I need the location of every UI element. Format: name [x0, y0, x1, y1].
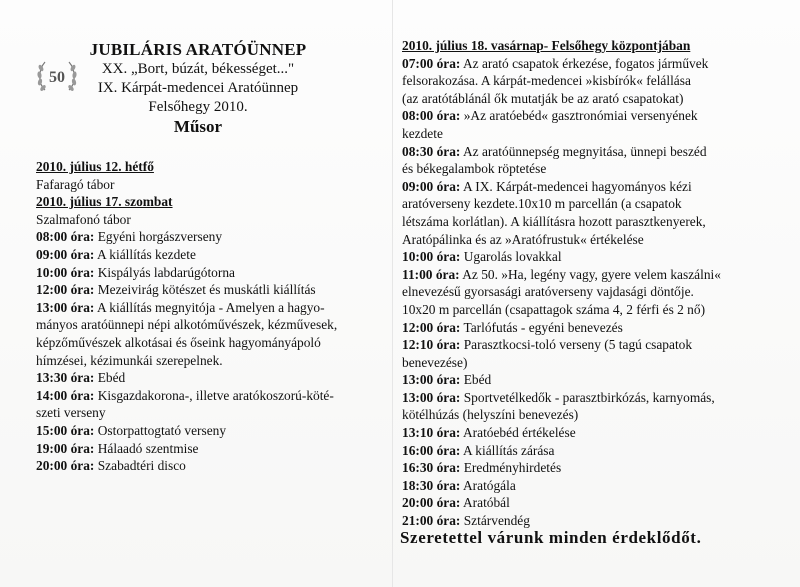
schedule-entry: [36, 281, 384, 299]
entry-text: Eredményhirdetés: [460, 460, 562, 476]
entry-text: Az arató csapatok érkezése, fogatos járművek: [460, 55, 709, 71]
schedule-entry: [36, 387, 384, 405]
entry-time: 09:00 óra:: [402, 178, 461, 194]
entry-text: Az aratóünnepség megnyitása, ünnepi beszéd: [460, 143, 707, 159]
document-header: [78, 40, 318, 137]
entry-time: 12:00 óra:: [36, 282, 95, 298]
entry-time: 10:00 óra:: [36, 264, 95, 280]
entry-time: 15:00 óra:: [36, 422, 95, 438]
entry-text: Ostorpattogtató verseny: [94, 422, 227, 438]
entry-continuation: 10x20 m parcellán (csapattagok száma 4, 2 férfi és 2 nő): [402, 301, 706, 317]
schedule-entry: [36, 228, 384, 246]
entry-time: 20:00 óra:: [402, 495, 461, 511]
schedule-entry: [402, 494, 792, 512]
schedule-entry: [36, 369, 384, 387]
entry-text: Szabadtéri disco: [94, 458, 186, 474]
closing-invitation: Szeretettel várunk minden érdeklődőt.: [400, 528, 702, 547]
entry-text: Kisgazdakorona-, illetve aratókoszorú-köté-: [94, 387, 334, 403]
entry-text: Hálaadó szentmise: [94, 440, 199, 456]
schedule-entry: [402, 442, 792, 460]
schedule-entry: [36, 264, 384, 282]
header-title: JUBILÁRIS ARATÓÜNNEP: [89, 40, 307, 59]
header-subtitle: XX. „Bort, búzát, békességet...": [101, 61, 295, 77]
entry-text: A kiállítás kezdete: [94, 246, 196, 262]
entry-time: 07:00 óra:: [402, 55, 461, 71]
schedule-entry: [402, 424, 792, 442]
entry-time: 21:00 óra:: [402, 513, 461, 529]
entry-text: Ebéd: [460, 372, 492, 388]
entry-time: 14:00 óra:: [36, 387, 95, 403]
entry-text: Az 50. »Ha, legény vagy, gyere velem kaszálni«: [459, 266, 721, 282]
entry-continuation: felsorakozása. A kárpát-medencei »kisbírók« felállása: [402, 73, 691, 89]
header-event-name: IX. Kárpát-medencei Aratóünnep: [97, 80, 299, 96]
entry-text: Aratóbál: [460, 495, 510, 511]
schedule-entry: [402, 248, 792, 266]
schedule-entry: [36, 457, 384, 475]
day-item: Fafaragó tábor: [36, 176, 115, 192]
entry-time: 13:00 óra:: [36, 299, 95, 315]
schedule-entry: [402, 512, 792, 530]
day-date: 2010. július 12. hétfő: [36, 159, 154, 174]
left-schedule-column: [36, 158, 384, 475]
day-item: Szalmafonó tábor: [36, 211, 131, 227]
entry-time: 13:00 óra:: [402, 372, 461, 388]
schedule-entry: [36, 422, 384, 440]
entry-text: Kispályás labdarúgótorna: [94, 264, 235, 280]
entry-time: 09:00 óra:: [36, 246, 95, 262]
entry-time: 13:10 óra:: [402, 425, 461, 441]
schedule-entry: [402, 178, 792, 196]
entry-time: 20:00 óra:: [36, 458, 95, 474]
entry-text: A IX. Kárpát-medencei hagyományos kézi: [460, 178, 692, 194]
entry-continuation: (az aratótáblánál ők mutatják be az arató csapatokat): [402, 90, 684, 106]
entry-text: Ebéd: [94, 370, 126, 386]
schedule-entry: [402, 143, 792, 161]
entry-continuation: Aratópálinka és az »Aratófrustuk« értékelése: [402, 231, 644, 247]
entry-time: 13:30 óra:: [36, 370, 95, 386]
entry-continuation: mányos aratóünnepi népi alkotóművészek, kézművesek,: [36, 317, 338, 333]
logo-number: 50: [49, 69, 65, 86]
schedule-entry: [402, 477, 792, 495]
schedule-entry: [36, 246, 384, 264]
entry-time: 08:00 óra:: [36, 229, 95, 245]
schedule-entry: [36, 440, 384, 458]
day-date: 2010. július 17. szombat: [36, 194, 173, 210]
entry-text: A kiállítás megnyitója - Amelyen a hagyo-: [94, 299, 325, 315]
entry-text: Tarlófutás - egyéni benevezés: [460, 319, 623, 335]
entry-text: Sportvetélkedők - parasztbirkózás, karnyomás,: [460, 389, 715, 405]
entry-continuation: létszáma korlátlan). A kiállításra hozott parasztkenyerek,: [402, 213, 706, 229]
schedule-entry: [402, 107, 792, 125]
entry-continuation: kezdete: [402, 125, 443, 141]
entry-time: 13:00 óra:: [402, 389, 461, 405]
entry-text: Egyéni horgászverseny: [94, 229, 223, 245]
entry-time: 16:00 óra:: [402, 442, 461, 458]
entry-time: 18:30 óra:: [402, 477, 461, 493]
entry-text: Aratógála: [460, 477, 516, 493]
entry-text: Sztárvendég: [460, 513, 530, 529]
entry-text: Ugarolás lovakkal: [460, 249, 562, 265]
schedule-entry: [402, 266, 792, 284]
entry-text: Aratóebéd értékelése: [460, 425, 576, 441]
entry-continuation: képzőművészek alkotásai és őseink hagyományápoló: [36, 334, 321, 350]
entry-continuation: szeti verseny: [36, 405, 106, 421]
schedule-entry: [36, 299, 384, 317]
schedule-entry: [402, 55, 792, 73]
entry-time: 08:00 óra:: [402, 108, 461, 124]
entry-continuation: hímzései, kézimunkái szerepelnek.: [36, 352, 223, 368]
entry-time: 16:30 óra:: [402, 460, 461, 476]
jubilee-50-laurel-logo: [35, 56, 79, 96]
entry-time: 12:10 óra:: [402, 337, 461, 353]
entry-continuation: kötélhúzás (helyszíni benevezés): [402, 407, 579, 423]
day-date: 2010. július 18. vasárnap- Felsőhegy központjában: [402, 38, 691, 53]
schedule-entry: [402, 389, 792, 407]
schedule-entry: [402, 319, 792, 337]
entry-continuation: és békegalambok röptetése: [402, 161, 547, 177]
entry-time: 10:00 óra:: [402, 249, 461, 265]
schedule-entry: [402, 371, 792, 389]
schedule-entry: [402, 336, 792, 354]
entry-continuation: benevezése): [402, 354, 468, 370]
header-place-year: Felsőhegy 2010.: [148, 99, 248, 115]
entry-continuation: aratóverseny kezdete.10x10 m parcellán (a csapatok: [402, 196, 682, 212]
entry-time: 12:00 óra:: [402, 319, 461, 335]
entry-text: A kiállítás zárása: [460, 442, 555, 458]
entry-text: Mezeivirág kötészet és muskátli kiállítás: [94, 282, 316, 298]
page-fold: [392, 0, 393, 587]
entry-text: »Az aratóebéd« gasztronómiai versenyének: [460, 108, 698, 124]
right-schedule-column: [402, 37, 792, 530]
schedule-entry: [402, 459, 792, 477]
entry-text: Parasztkocsi-toló verseny (5 tagú csapatok: [460, 337, 693, 353]
entry-time: 11:00 óra:: [402, 266, 460, 282]
entry-time: 08:30 óra:: [402, 143, 461, 159]
entry-time: 19:00 óra:: [36, 440, 95, 456]
entry-continuation: elnevezésű gyorsasági aratóverseny vajdasági döntője.: [402, 284, 694, 300]
program-heading: Műsor: [173, 117, 223, 136]
